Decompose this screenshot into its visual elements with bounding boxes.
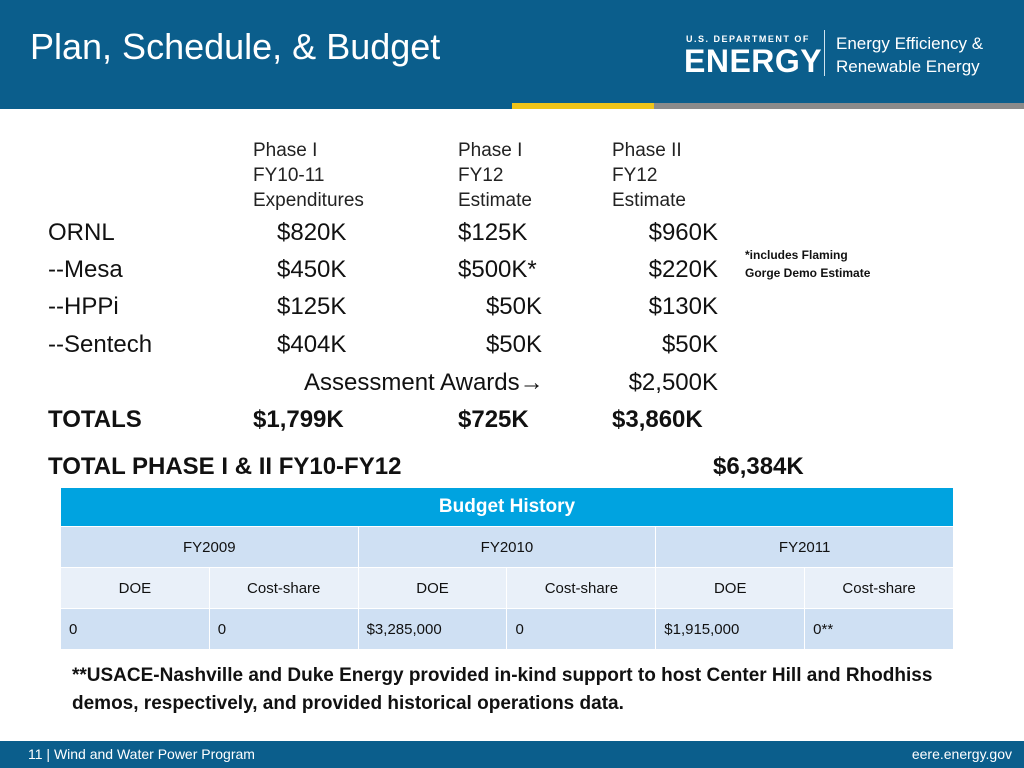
col-head-phase2-estimate	[612, 138, 686, 213]
footer-url: eere.energy.gov	[911, 746, 1012, 762]
stripe-yellow	[512, 103, 654, 109]
row-label-ornl: ORNL	[48, 219, 115, 246]
assessment-awards-value: $2,500K	[628, 369, 718, 396]
col-head-line: FY12	[612, 165, 658, 186]
year-fy2010: FY2010	[358, 527, 656, 568]
col-head-line: Phase I	[253, 140, 318, 161]
row-label-hppi: --HPPi	[48, 293, 119, 320]
row-ornl-c3: $960K	[648, 219, 718, 246]
doe-logo-text: ENERGY	[684, 43, 823, 79]
grand-total-value: $6,384K	[713, 453, 804, 480]
stripe-gray	[654, 103, 1024, 109]
doe-logo-small-text: U.S. DEPARTMENT OF	[686, 34, 810, 44]
mesa-estimate-note	[745, 246, 870, 282]
subhead-cost-share: Cost-share	[507, 568, 656, 609]
value-cell: $3,285,000	[358, 609, 507, 650]
row-mesa-c2: $500K*	[458, 256, 537, 283]
assessment-awards-label	[304, 369, 544, 397]
row-sentech-c2: $50K	[485, 331, 542, 358]
totals-c1: $1,799K	[253, 406, 344, 433]
logo-divider	[824, 30, 825, 76]
footnote: **USACE-Nashville and Duke Energy provided in-kind support to host Center Hill and Rhodhiss demos, respectively, and provided historical operations data.	[72, 665, 933, 714]
col-head-line: Expenditures	[253, 190, 364, 211]
value-cell: 0**	[805, 609, 954, 650]
row-sentech-c3: $50K	[661, 331, 718, 358]
col-head-line: FY12	[458, 165, 504, 186]
value-cell: 0	[61, 609, 210, 650]
stripe-blue	[0, 103, 512, 109]
footer-bar	[0, 741, 1024, 768]
footer-program: 11 | Wind and Water Power Program	[28, 746, 255, 762]
subhead-cost-share: Cost-share	[805, 568, 954, 609]
grand-total-label: TOTAL PHASE I & II FY10-FY12	[48, 453, 402, 480]
col-head-line: Estimate	[612, 190, 686, 211]
row-hppi-c1: $125K	[277, 293, 347, 320]
row-mesa-c3: $220K	[648, 256, 718, 283]
subhead-doe: DOE	[358, 568, 507, 609]
col-head-phase1-estimate	[458, 138, 532, 213]
page-title: Plan, Schedule, & Budget	[30, 26, 441, 67]
eere-line-1: Energy Efficiency &	[836, 34, 984, 53]
value-cell: 0	[209, 609, 358, 650]
note-line: Gorge Demo Estimate	[745, 266, 871, 280]
arrow-right-icon: →	[519, 369, 544, 396]
col-head-line: Phase I	[458, 140, 523, 161]
row-hppi-c2: $50K	[485, 293, 542, 320]
subhead-doe: DOE	[61, 568, 210, 609]
totals-label: TOTALS	[48, 406, 142, 433]
col-head-phase1-expenditures	[253, 138, 364, 213]
year-fy2011: FY2011	[656, 527, 954, 568]
budget-history-title: Budget History	[61, 488, 954, 527]
header-bar	[0, 0, 1024, 103]
row-sentech-c1: $404K	[277, 331, 347, 358]
col-head-line: FY10-11	[253, 165, 325, 186]
year-fy2009: FY2009	[61, 527, 359, 568]
row-ornl-c1: $820K	[277, 219, 347, 246]
eere-logo-text	[836, 32, 983, 78]
note-line: *includes Flaming	[745, 248, 848, 262]
totals-c3: $3,860K	[612, 406, 703, 433]
row-hppi-c3: $130K	[648, 293, 718, 320]
subhead-doe: DOE	[656, 568, 805, 609]
eere-line-2: Renewable Energy	[836, 57, 980, 76]
subhead-cost-share: Cost-share	[209, 568, 358, 609]
row-label-sentech: --Sentech	[48, 331, 153, 358]
totals-c2: $725K	[458, 406, 529, 433]
col-head-line: Phase II	[612, 140, 682, 161]
assessment-awards-text: Assessment Awards	[304, 369, 520, 396]
row-label-mesa: --Mesa	[48, 256, 123, 283]
budget-history-table	[60, 487, 954, 650]
row-ornl-c2: $125K	[458, 219, 528, 246]
value-cell: $1,915,000	[656, 609, 805, 650]
col-head-line: Estimate	[458, 190, 532, 211]
value-cell: 0	[507, 609, 656, 650]
row-mesa-c1: $450K	[277, 256, 347, 283]
